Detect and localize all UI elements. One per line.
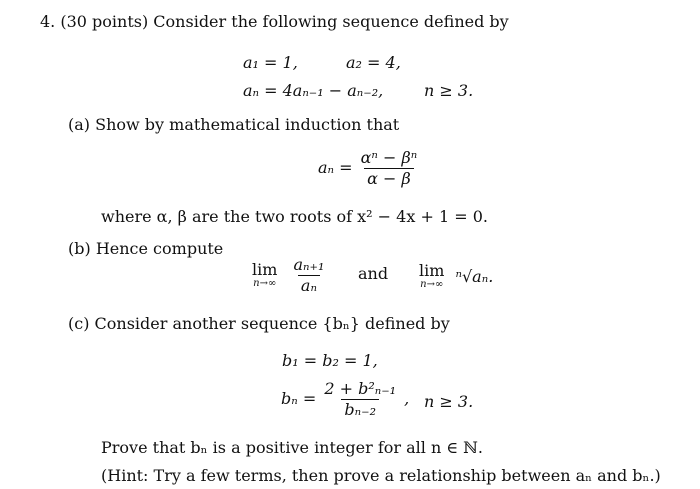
part-c-hint: (Hint: Try a few terms, then prove a relationship between aₙ and bₙ.) xyxy=(101,466,661,485)
part-b-nth-root: ⁿ√aₙ. xyxy=(455,266,494,286)
seq-init-a2: a₂ = 4, xyxy=(346,53,401,72)
seq-recurrence: aₙ = 4aₙ₋₁ − aₙ₋₂, xyxy=(243,81,384,100)
part-c-comma: , xyxy=(404,389,410,408)
part-b-limit-root xyxy=(419,263,493,290)
part-b-lim-2 xyxy=(419,263,444,290)
lim-sub-2: n→∞ xyxy=(420,279,444,290)
lim-word-1: lim xyxy=(252,260,278,279)
part-c-formula xyxy=(281,381,409,418)
problem-header: 4. (30 points) Consider the following sequence defined by xyxy=(40,12,509,31)
part-c-numerator: 2 + b²ₙ₋₁ xyxy=(324,379,397,398)
part-c-init: b₁ = b₂ = 1, xyxy=(282,351,378,370)
part-b-ratio xyxy=(291,257,328,294)
ratio-numerator: aₙ₊₁ xyxy=(293,255,325,274)
part-a-formula xyxy=(318,150,420,187)
part-a-where: where α, β are the two roots of x² − 4x + 1 = 0. xyxy=(101,207,488,226)
part-c-condition: n ≥ 3. xyxy=(424,392,474,411)
lim-sub-1: n→∞ xyxy=(253,278,277,289)
part-a-numerator: αⁿ − βⁿ xyxy=(360,148,418,167)
part-a-label: (a) Show by mathematical induction that xyxy=(68,115,400,134)
part-b-lim-1 xyxy=(252,262,277,289)
seq-condition: n ≥ 3. xyxy=(424,81,474,100)
part-b-label: (b) Hence compute xyxy=(68,239,224,258)
part-b-limit-ratio xyxy=(252,257,327,294)
part-c-fraction xyxy=(321,381,399,418)
part-c-prove: Prove that bₙ is a positive integer for all n ∈ ℕ. xyxy=(101,438,484,457)
part-a-lhs: aₙ = xyxy=(318,158,353,177)
part-c-label: (c) Consider another sequence {bₙ} defined by xyxy=(68,314,450,333)
lim-word-2: lim xyxy=(419,261,445,280)
part-c-denominator: bₙ₋₂ xyxy=(341,399,379,418)
part-b-and: and xyxy=(358,264,389,283)
part-a-fraction xyxy=(358,150,421,187)
part-a-denominator: α − β xyxy=(364,168,414,187)
ratio-denominator: aₙ xyxy=(298,275,320,294)
part-c-lhs: bₙ = xyxy=(281,389,317,408)
seq-init-a1: a₁ = 1, xyxy=(243,53,298,72)
